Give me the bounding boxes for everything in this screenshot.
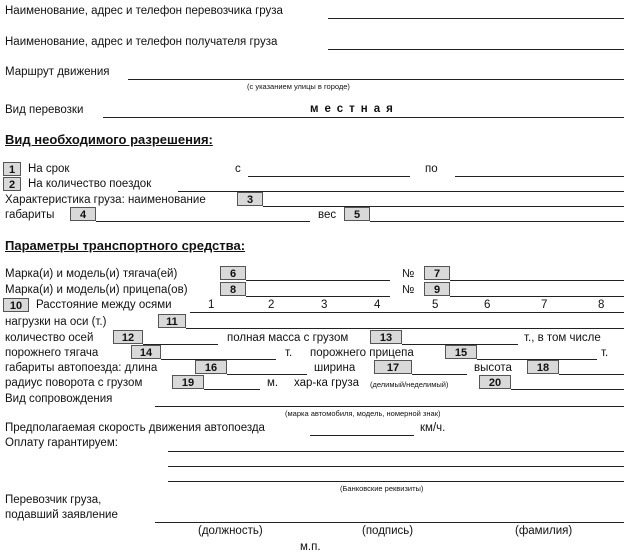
cargo-nature-label: хар-ка груза [294,377,359,389]
escort-label: Вид сопровождения [5,393,113,405]
cargo-label: Характеристика груза: наименование [5,194,206,206]
transport-type-label: Вид перевозки [5,104,84,116]
carrier-info-field[interactable] [328,18,624,19]
from-label: с [235,163,241,175]
escort-hint: (марка автомобиля, модель, номерной знак) [285,409,441,418]
full-mass-label: полная масса с грузом [227,332,349,344]
axle-number-8: 8 [598,299,605,311]
bank-details-line-3[interactable] [168,481,624,482]
applicant-label-2: подавший заявление [5,509,118,521]
speed-unit: км/ч. [420,422,446,434]
length-field[interactable] [227,374,307,375]
payment-label: Оплату гарантируем: [5,437,118,449]
transport-type-value: местная [310,103,399,115]
axle-number-6: 6 [484,299,491,311]
empty-tractor-label: порожнего тягача [5,347,99,359]
axle-number-7: 7 [541,299,548,311]
trip-count-label: На количество поездок [28,178,152,190]
recipient-info-label: Наименование, адрес и телефон получателя груза [5,36,278,48]
field-number-2: 2 [3,177,21,191]
cargo-nature-hint: (делимый/неделимый) [370,380,449,389]
route-field[interactable] [128,79,624,80]
bank-details-line-1[interactable] [168,451,624,452]
field-number-14: 14 [131,345,161,359]
axle-number-3: 3 [321,299,328,311]
field-number-16: 16 [195,360,227,374]
turn-radius-field[interactable] [204,389,260,390]
axle-load-label: нагрузки на оси (т.) [5,316,107,328]
empty-trailer-unit: т. [601,347,609,359]
position-hint: (должность) [198,525,263,537]
dimensions-label: габариты [5,209,55,221]
width-field[interactable] [412,374,467,375]
turn-radius-label: радиус поворота с грузом [5,377,143,389]
transport-type-field[interactable] [103,117,624,118]
field-number-20: 20 [479,375,511,389]
applicant-signature-line[interactable] [155,522,624,523]
field-number-5: 5 [344,207,370,221]
axle-count-label: количество осей [5,332,94,344]
permit-section-title: Вид необходимого разрешения: [5,132,213,147]
field-number-3: 3 [237,192,263,206]
tractor-field[interactable] [246,280,390,281]
field-number-9: 9 [424,282,450,296]
axle-load-field[interactable] [186,328,624,329]
field-number-19: 19 [172,375,204,389]
road-train-dims-label: габариты автопоезда: длина [5,362,158,374]
vehicle-section-title: Параметры транспортного средства: [5,238,246,253]
to-label: по [425,163,438,175]
surname-hint: (фамилия) [515,525,573,537]
axle-number-1: 1 [208,299,215,311]
tractor-number-field[interactable] [450,280,624,281]
axle-distance-field[interactable] [190,312,624,313]
empty-tractor-unit: т. [285,347,293,359]
signature-hint: (подпись) [362,525,414,537]
trailer-number-field[interactable] [450,296,624,297]
field-number-15: 15 [445,345,477,359]
field-number-10: 10 [3,298,29,312]
field-number-8: 8 [220,282,246,296]
dimensions-field[interactable] [96,221,310,222]
cargo-name-field[interactable] [263,206,624,207]
applicant-label-1: Перевозчик груза, [5,494,102,506]
speed-field[interactable] [310,435,414,436]
bank-details-line-2[interactable] [168,466,624,467]
field-number-4: 4 [70,207,96,221]
width-label: ширина [314,362,356,374]
trailer-number-label: № [402,284,415,296]
field-number-7: 7 [424,266,450,280]
field-number-18: 18 [527,360,559,374]
tractor-label: Марка(и) и модель(и) тягача(ей) [5,268,178,280]
carrier-info-label: Наименование, адрес и телефон перевозчика груза [5,5,283,17]
axle-number-5: 5 [432,299,439,311]
field-number-12: 12 [113,330,143,344]
trailer-field[interactable] [246,296,390,297]
trailer-label: Марка(и) и модель(и) прицепа(ов) [5,284,188,296]
weight-label: вес [318,209,337,221]
to-date-field[interactable] [455,176,624,177]
weight-field[interactable] [370,221,624,222]
incl-label: т., в том числе [524,332,601,344]
from-date-field[interactable] [248,176,410,177]
cargo-nature-field[interactable] [511,389,624,390]
field-number-6: 6 [220,266,246,280]
field-number-1: 1 [3,162,21,176]
field-number-17: 17 [374,360,412,374]
axle-number-4: 4 [374,299,381,311]
axle-number-2: 2 [268,299,275,311]
turn-radius-unit: м. [267,377,279,389]
escort-field[interactable] [155,406,624,407]
tractor-number-label: № [402,268,415,280]
axle-distance-label: Расстояние между осями [36,299,172,311]
route-label: Маршрут движения [5,66,110,78]
field-number-11: 11 [158,314,186,328]
permit-term-label: На срок [28,163,70,175]
speed-label: Предполагаемая скорость движения автопоезда [5,422,265,434]
empty-trailer-label: порожнего прицепа [310,347,414,359]
field-number-13: 13 [370,330,402,344]
bank-hint: (Банковские реквизиты) [340,484,424,493]
height-label: высота [474,362,512,374]
route-hint: (с указанием улицы в городе) [247,82,350,91]
stamp-label: м.п. [300,541,321,553]
height-field[interactable] [559,374,624,375]
recipient-info-field[interactable] [328,49,624,50]
